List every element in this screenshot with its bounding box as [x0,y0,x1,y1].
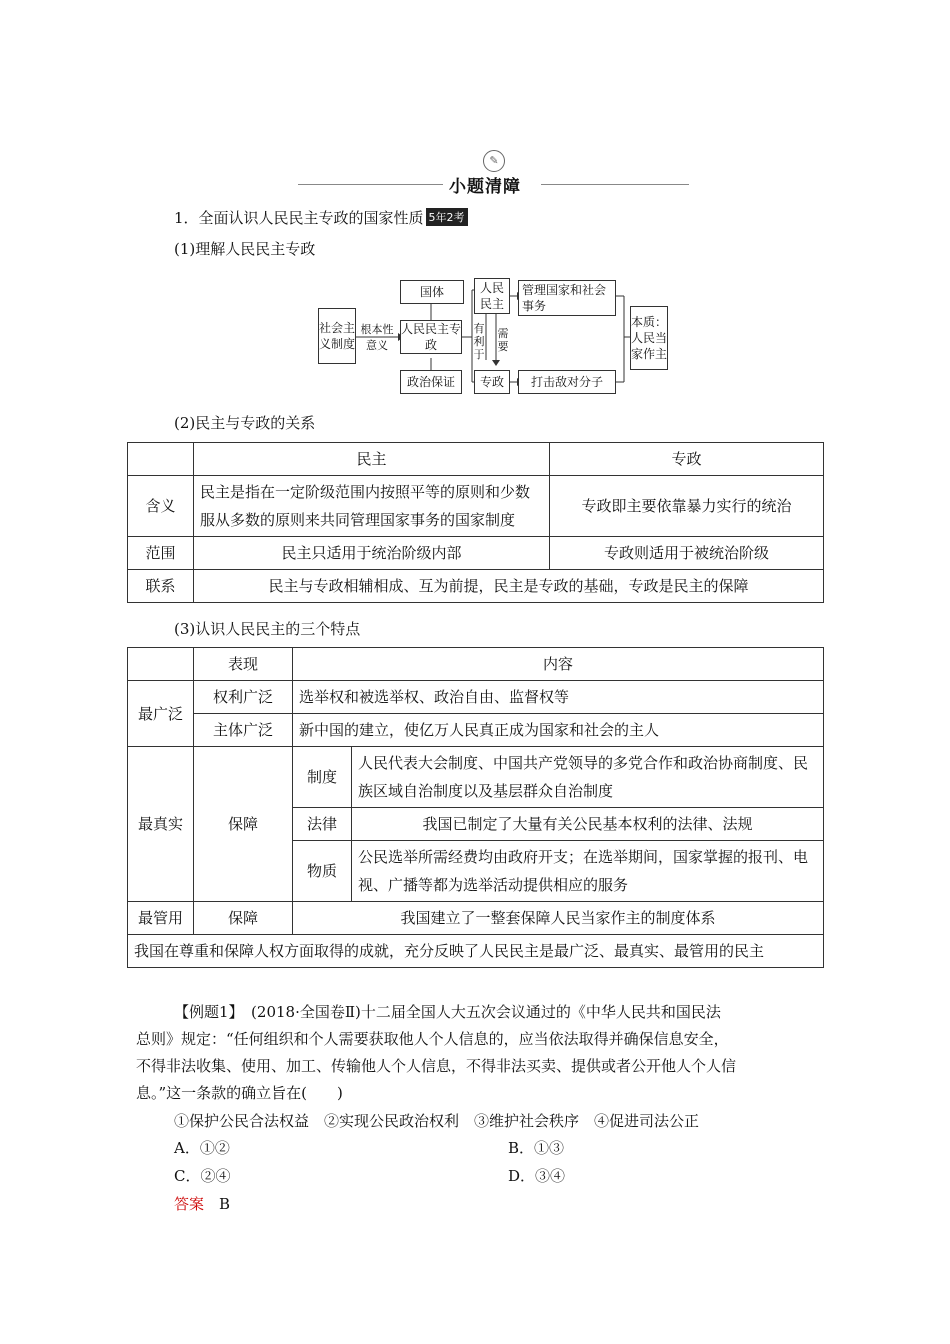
answer-line [174,1193,230,1214]
header-dictatorship: 专政 [550,443,824,476]
guoti-box: 国体 [400,280,464,304]
header-rule-left [298,184,443,185]
table-row [128,681,824,714]
example-line-4: 息。”这一条款的确立旨在( ) [136,1084,343,1102]
item1-title: 1．全面认识人民民主专政的国家性质 [174,209,424,227]
table-row [128,537,824,570]
subheading-1: (1)理解人民民主专政 [174,240,316,258]
need-label: 需要 [497,327,509,353]
ppd-box: 人民民主专政 [401,322,462,352]
answer-label: 答案 [174,1195,205,1213]
manage-box: 管理国家和社会事务 [518,280,616,316]
features-table [127,647,824,968]
header-neirong: 内容 [293,648,824,681]
useful-text: 我国建立了一整套保障人民当家作主的制度体系 [293,902,824,935]
law-label: 法律 [293,808,352,841]
table-row [128,935,824,968]
table-row [128,570,824,603]
example-line-1: 【例题1】 (2018·全国卷Ⅱ)十二届全国人大五次会议通过的《中华人民共和国民法 [174,1003,721,1021]
choice-d: D．③④ [508,1167,566,1185]
label-broadest: 最广泛 [128,681,194,747]
leaf-icon: ✎ [483,150,505,172]
table-row [128,747,824,808]
table-row [128,714,824,747]
row-label-relation: 联系 [128,570,194,603]
guarantee-useful: 保障 [194,902,293,935]
political-guarantee-box: 政治保证 [400,370,462,394]
table-row [128,902,824,935]
democracy-dictatorship-table [127,442,824,603]
example-options: ①保护公民合法权益 ②实现公民政治权利 ③维护社会秩序 ④促进司法公正 [174,1112,700,1130]
answer-value: B [219,1195,231,1213]
people-democracy-box: 人民民主 [474,278,510,314]
subject-broad: 主体广泛 [194,714,293,747]
summary-text: 我国在尊重和保障人权方面取得的成就，充分反映了人民民主是最广泛、最真实、最管用的民主 [128,935,824,968]
material-text: 公民选举所需经费均由政府开支；在选举期间，国家掌握的报刊、电视、广播等都为选举活动提供相应的服务 [352,841,824,902]
scope-democracy: 民主只适用于统治阶级内部 [194,537,550,570]
meaning-democracy: 民主是指在一定阶级范围内按照平等的原则和少数服从多数的原则来共同管理国家事务的国家制度 [194,476,550,537]
socialism-box: 社会主义制度 [318,308,356,364]
header-biaoxian: 表现 [194,648,293,681]
table-corner-cell [128,648,194,681]
label-most-useful: 最管用 [128,902,194,935]
section-title: 小题清障 [449,177,521,197]
material-label: 物质 [293,841,352,902]
system-label: 制度 [293,747,352,808]
rights-broad: 权利广泛 [194,681,293,714]
table-header-row [128,648,824,681]
label-most-real: 最真实 [128,747,194,902]
guarantee-real: 保障 [194,747,293,902]
choice-a: A．①② [174,1139,230,1157]
rights-broad-text: 选举权和被选举权、政治自由、监督权等 [293,681,824,714]
choice-b: B．①③ [508,1139,565,1157]
meaning-dictatorship: 专政即主要依靠暴力实行的统治 [550,476,824,537]
header-rule-right [541,184,689,185]
header-democracy: 民主 [194,443,550,476]
scope-dictatorship: 专政则适用于被统治阶级 [550,537,824,570]
subheading-2: (2)民主与专政的关系 [174,414,316,432]
essence-box: 本质：人民当家作主 [630,306,668,370]
subheading-3: (3)认识人民民主的三个特点 [174,620,361,638]
relation-text: 民主与专政相辅相成、互为前提，民主是专政的基础，专政是民主的保障 [194,570,824,603]
table-row [128,476,824,537]
table-corner-cell [128,443,194,476]
subject-broad-text: 新中国的建立，使亿万人民真正成为国家和社会的主人 [293,714,824,747]
row-label-scope: 范围 [128,537,194,570]
item1-heading [174,207,468,228]
table-header-row [128,443,824,476]
system-text: 人民代表大会制度、中国共产党领导的多党合作和政治协商制度、民族区域自治制度以及基层群众自治制度 [352,747,824,808]
row-label-meaning: 含义 [128,476,194,537]
choice-c: C．②④ [174,1167,231,1185]
dictatorship-box: 专政 [474,370,510,394]
fundamental-label: 根本性意义 [360,323,394,352]
beneficial-label: 有利于 [473,321,485,361]
frequency-badge: 5年2考 [426,208,468,226]
example-line-3: 不得非法收集、使用、加工、传输他人个人信息，不得非法买卖、提供或者公开他人个人信 [136,1057,737,1075]
example-line-2: 总则》规定：“任何组织和个人需要获取他人个人信息的，应当依法取得并确保信息安全， [136,1030,729,1048]
strike-box: 打击敌对分子 [518,370,616,394]
law-text: 我国已制定了大量有关公民基本权利的法律、法规 [352,808,824,841]
